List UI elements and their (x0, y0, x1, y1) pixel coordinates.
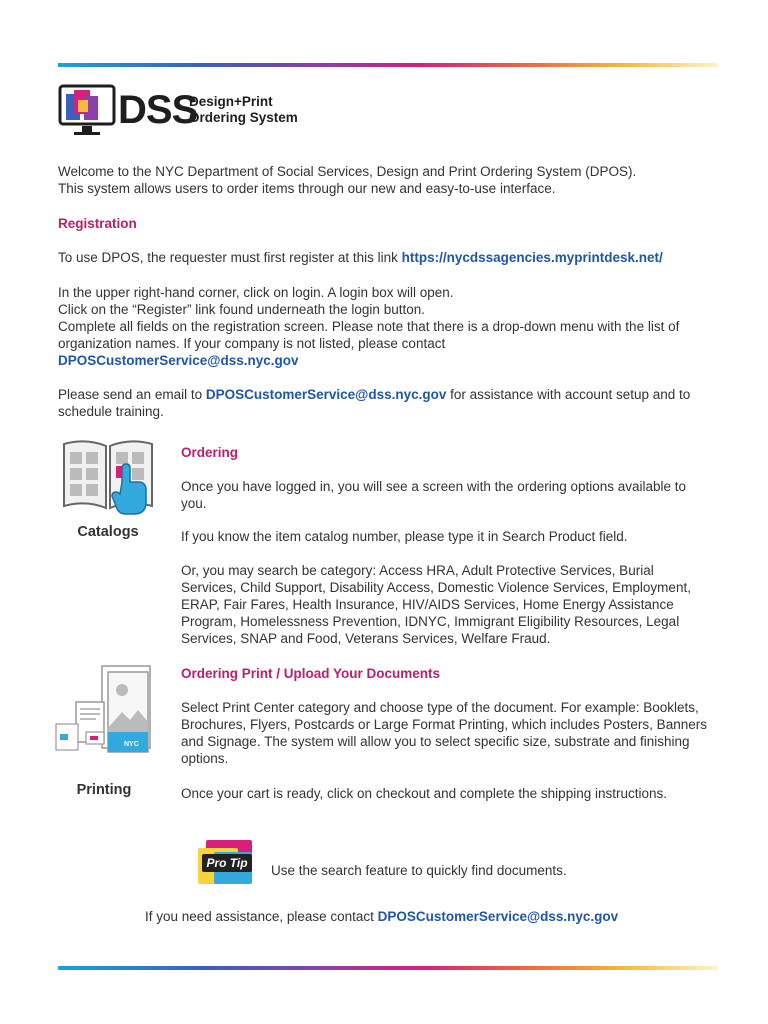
registration-steps (58, 284, 728, 369)
step-2: Click on the “Register” link found underneath the login button. (58, 302, 425, 317)
pro-tip-text: Use the search feature to quickly find documents. (271, 863, 567, 878)
assistance-line: If you need assistance, please contact DPOSCustomerService@dss.nyc.gov (145, 909, 619, 924)
register-link[interactable]: https://nycdssagencies.myprintdesk.net/ (401, 250, 663, 265)
ordering-heading: Ordering (181, 445, 239, 460)
step-3: Complete all fields on the registration screen. Please note that there is a drop-down menu with the list of organization names. If your company is not listed, please contact (58, 319, 680, 351)
ordering-para-1: Once you have logged in, you will see a screen with the ordering options available to you. (181, 479, 687, 511)
printing-documents-icon (54, 662, 158, 762)
step-1: In the upper right-hand corner, click on login. A login box will open. (58, 285, 454, 300)
ordering-para-3: Or, you may search be category: Access HRA, Adult Protective Services, Burial Services, Child Support, Disability Access, Domestic Violence Services, Employment, ERAP, Fair Fares, Health Insurance, HIV/AIDS Services, Home Energy Assistance Program, Homelessness Prevention, IDNYC, Immigrant Eligibility Resources, Legal Services, SNAP and Food, Veterans Services, Welfare Fraud. (181, 563, 691, 646)
bottom-gradient-bar (58, 966, 718, 970)
dss-logo (58, 82, 318, 142)
printing-para-1: Select Print Center category and choose type of the document. For example: Booklets, Brochures, Flyers, Postcards or Large Format Printing, which includes Posters, Banners and Signage. The system will allow you to select specific size, substrate and finishing options. (181, 700, 707, 766)
assistance-email-link[interactable]: DPOSCustomerService@dss.nyc.gov (377, 909, 619, 924)
printing-heading: Ordering Print / Upload Your Documents (181, 666, 441, 681)
monitor-logo-icon (58, 82, 120, 140)
nyc-tag: NYC (124, 741, 139, 748)
intro-text: Welcome to the NYC Department of Social Services, Design and Print Ordering System (DPOS). This system allows users to order items through our new and easy-to-use interface. (58, 164, 637, 196)
logo-subtitle: Design+Print Ordering System (189, 94, 298, 125)
register-instruction: To use DPOS, the requester must first register at this link https://nycdssagencies.myprintdesk.net/ (58, 250, 663, 265)
catalogs-label: Catalogs (77, 524, 139, 540)
top-gradient-bar (58, 63, 718, 67)
pro-tip-label: Pro Tip (202, 854, 252, 872)
catalog-book-icon (60, 438, 156, 520)
email-link[interactable]: DPOSCustomerService@dss.nyc.gov (205, 387, 447, 402)
registration-heading: Registration (58, 216, 137, 231)
pro-tip-badge (198, 840, 256, 886)
ordering-para-2: If you know the item catalog number, please type it in Search Product field. (181, 529, 628, 544)
printing-label: Printing (76, 782, 132, 798)
contact-email-link[interactable]: DPOSCustomerService@dss.nyc.gov (58, 353, 299, 368)
logo-wordmark: DSS (118, 88, 198, 132)
printing-para-2: Once your cart is ready, click on checkout and complete the shipping instructions. (181, 786, 667, 801)
email-instruction: Please send an email to DPOSCustomerService@dss.nyc.gov for assistance with account setup and to schedule training. (58, 387, 691, 419)
